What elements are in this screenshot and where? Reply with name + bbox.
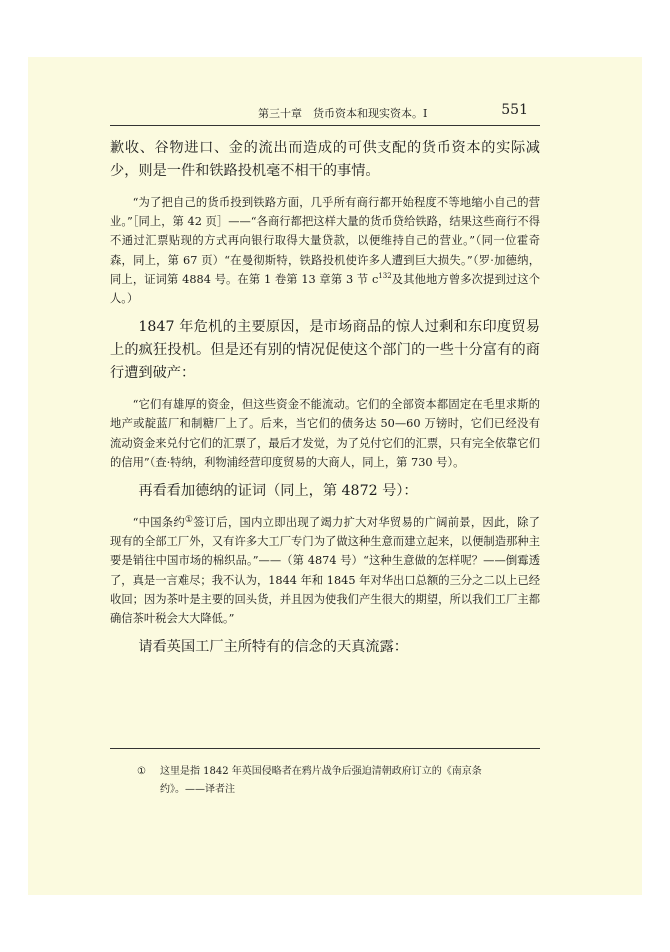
paragraph-2: 1847 年危机的主要原因，是市场商品的惊人过剩和东印度贸易上的疯狂投机。但是还有别的情况促使这个部门的一些十分富有的商行遭到破产： <box>110 319 540 382</box>
quote-1-text-end: 及其他地方曾多次提到过这个人。） <box>110 272 540 306</box>
superscript-132: 132 <box>378 272 392 281</box>
footnote-rule <box>110 748 540 749</box>
header-rule <box>110 125 540 126</box>
footnote-text: 这里是指 1842 年英国侵略者在鸦片战争后强迫清朝政府订立的《南京条约》。——译者注 <box>160 766 482 795</box>
quote-3-text: “中国条约 <box>132 516 185 530</box>
quote-2: “它们有雄厚的资金，但这些资金不能流动。它们的全部资本都固定在毛里求斯的地产或靛蓝厂和制糖厂上了。后来，当它们的债务达 50—60 万镑时，它们已经没有流动资金来兑付它们的汇票了，最后才发觉，为了兑付它们的汇票，只有完全依靠它们的信用”（查·特纳，利物浦经营印度贸易的大商人，同上，第 730 号）。 <box>110 398 540 469</box>
main-text <box>110 137 540 659</box>
page-number: 551 <box>501 102 528 118</box>
paragraph-3: 再看看加德纳的证词（同上，第 4872 号）： <box>138 483 418 500</box>
quote-3 <box>110 513 540 628</box>
quote-1 <box>110 193 540 308</box>
footnote-marker: ① <box>137 766 146 777</box>
footnote <box>137 763 505 799</box>
quote-3-text-end: 签订后，国内立即出现了竭力扩大对华贸易的广阔前景，因此，除了现有的全部工厂外，又有许多大工厂专门为了做这种生意而建立起来，以便制造那种主要是销往中国市场的棉织品。”——（第 4874 号）“这种生意做的怎样呢？——倒霉透了，真是一言难尽；我不认为，1844 年和 1845 年对华出口总额的三分之二以上已经收回；因为茶叶是主要的回头货，并且因为使我们产生很大的期望，所以我们工厂主都确信茶叶税会大大降低。” <box>110 516 540 626</box>
quote-1-text: “为了把自己的货币投到铁路方面，几乎所有商行都开始程度不等地缩小自己的营业。”［同上，第 42 页］——“各商行都把这样大量的货币贷给铁路，结果这些商行不得不通过汇票贴现的方式再向银行取得大量贷款，以便维持自己的营业。”（同一位霍奇森，同上，第 67 页）“在曼彻斯特，铁路投机使许多人遭到巨大损失。”（罗·加德纳，同上，证词第 4884 号。在第 1 卷第 13 章第 3 节 c <box>110 196 540 286</box>
chapter-title: 第三十章 货币资本和现实资本。Ⅰ <box>258 107 428 120</box>
footnote-reference: ① <box>184 515 194 526</box>
paragraph-4: 请看英国工厂主所特有的信念的天真流露： <box>138 639 408 656</box>
paragraph-1: 歉收、谷物进口、金的流出而造成的可供支配的货币资本的实际减少，则是一件和铁路投机毫不相干的事情。 <box>110 140 540 179</box>
